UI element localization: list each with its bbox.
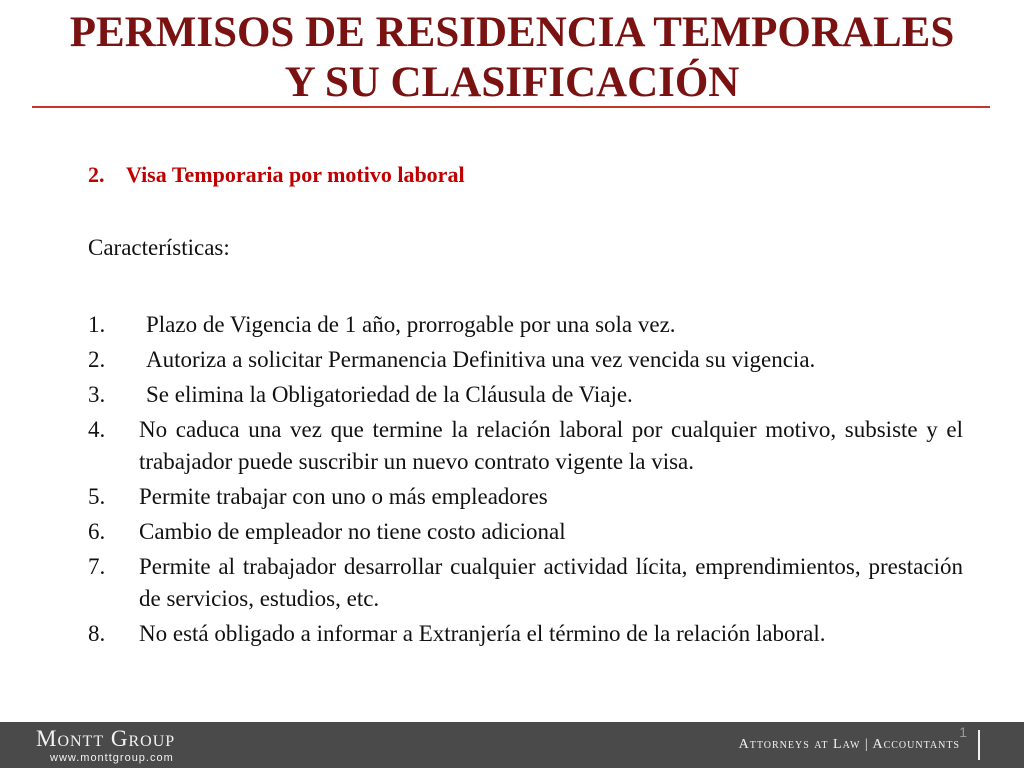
slide-title [0, 8, 1024, 108]
list-item-text: Plazo de Vigencia de 1 año, prorrogable por una sola vez. [146, 312, 676, 337]
list-item-number: 3. [88, 382, 106, 407]
list-item-text: Autoriza a solicitar Permanencia Definitiva una vez vencida su vigencia. [146, 347, 816, 372]
list-item [88, 344, 963, 376]
brand-logo: Montt Group [36, 726, 176, 751]
list-item-text: No está obligado a informar a Extranjería el término de la relación laboral. [139, 621, 826, 646]
list-item [88, 379, 963, 411]
list-item [88, 516, 963, 548]
subtitle-number: 2. [88, 162, 105, 187]
list-item [88, 414, 963, 478]
tagline: Attorneys at Law | Accountants [738, 737, 960, 752]
list-item-text: No caduca una vez que termine la relación laboral por cualquier motivo, subsiste y el trabajador puede suscribir un nuevo contrato vigente la visa. [139, 417, 963, 474]
footer-divider [978, 730, 980, 760]
list-item-number: 8. [88, 621, 106, 646]
list-item [88, 309, 963, 341]
list-item-text: Se elimina la Obligatoriedad de la Cláusula de Viaje. [146, 382, 633, 407]
title-divider [32, 106, 990, 108]
list-item-number: 2. [88, 347, 106, 372]
list-item-number: 1. [88, 312, 106, 337]
slide-title-line-1: PERMISOS DE RESIDENCIA TEMPORALES [69, 9, 955, 56]
list-item [88, 551, 963, 615]
list-item [88, 618, 963, 650]
list-item-number: 4. [88, 417, 106, 442]
list-item-number: 6. [88, 519, 106, 544]
section-label: Características: [88, 235, 230, 260]
list-item-text: Cambio de empleador no tiene costo adicional [139, 519, 566, 544]
list-item-text: Permite trabajar con uno o más empleadores [139, 484, 548, 509]
website-link[interactable]: www.monttgroup.com [50, 752, 174, 764]
characteristics-list [88, 309, 963, 653]
list-item-text: Permite al trabajador desarrollar cualquier actividad lícita, emprendimientos, prestación de servicios, estudios, etc. [139, 554, 963, 611]
list-item-number: 7. [88, 554, 106, 579]
slide-title-line-2: Y SU CLASIFICACIÓN [284, 59, 740, 106]
subtitle [88, 160, 465, 190]
list-item [88, 481, 963, 513]
subtitle-text: Visa Temporaria por motivo laboral [126, 162, 465, 187]
list-item-number: 5. [88, 484, 106, 509]
footer-bar [0, 722, 1024, 768]
page-number: 1 [959, 724, 967, 740]
